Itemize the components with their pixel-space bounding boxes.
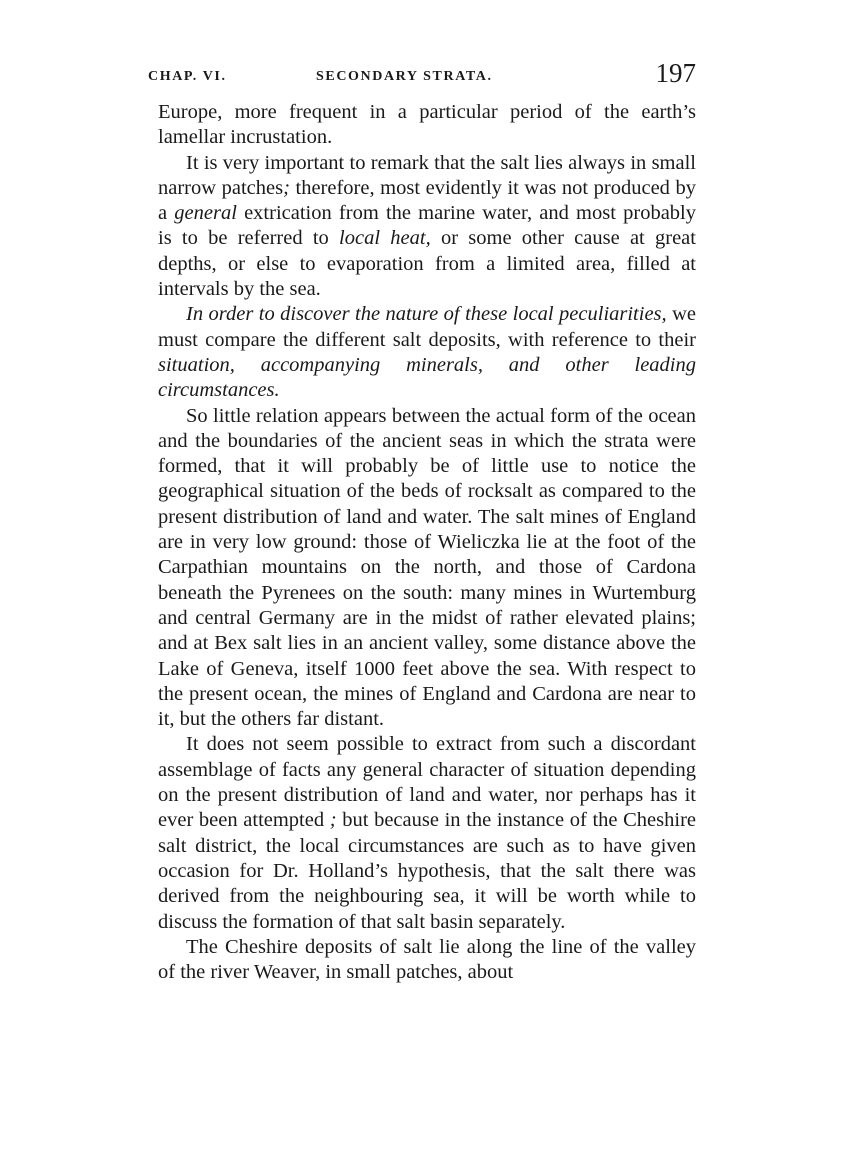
text-run: but because in the instance of the Cheshire salt district, the local circumstances are such as to have given occasion for Dr. Holland’s hypothesis, that the salt there was derived from the neighbouring sea, it will be worth while to discuss the formation of that salt basin separately. (158, 809, 697, 933)
paragraph (158, 100, 696, 151)
running-head (148, 56, 696, 100)
text-run: It does not seem possible to extract from such a discordant assemblage of facts any general character of situation depending on the present distribution of land and water, nor perhaps has it ever been attempted (158, 733, 696, 832)
text-run: The Cheshire deposits of salt lie along the line of the valley of the river Weaver, in small patches, about (158, 935, 696, 984)
body-text (158, 100, 696, 985)
italic-text: general (174, 202, 237, 225)
book-page (148, 56, 697, 985)
text-run: Europe, more frequent in a particular period of the earth’s lamellar incrustation. (158, 101, 696, 149)
text-run: extrication from the marine water, and most probably is to be referred to (158, 202, 696, 250)
text-run: we must compare the different salt deposits, with reference to their (158, 303, 696, 351)
text-run: So little relation appears between the actual form of the ocean and the boundaries of the ancient seas in which the strata were formed, that it will probably be of little use to notice the geographical situation of the beds of rocksalt as compared to the present distribution of land and water. The salt mines of England are in very low ground: those of Wieliczka lie at the foot of the Carpathian mountains on the north, and those of Cardona beneath the Pyrenees on the south: many mines in Wurtemburg and central Germany are in the midst of rather elevated plains; and at Bex salt lies in an ancient valley, some distance above the Lake of Geneva, itself 1000 feet above the sea. With respect to the present ocean, the mines of England and Cardona are near to it, but the others far distant. (158, 404, 696, 731)
paragraph (158, 404, 696, 733)
paragraph (158, 732, 696, 934)
chapter-label: CHAP. VI. (148, 69, 227, 84)
italic-text: situation, accompanying minerals, and other leading circumstances. (158, 353, 696, 402)
paragraph (158, 151, 696, 303)
text-run: therefore, most evidently it was not produced by a (158, 176, 696, 225)
paragraph (158, 935, 696, 986)
page-number: 197 (655, 58, 696, 88)
italic-text: In order to discover the nature of these local peculiarities, (186, 303, 667, 326)
text-run: It is very important to remark that the salt lies always in small narrow patches (158, 151, 696, 199)
paragraph (158, 302, 696, 403)
italic-text: local heat, (339, 227, 431, 250)
italic-text: ; (324, 809, 337, 832)
text-run: or some other cause at great depths, or else to evaporation from a limited area, filled at intervals by the sea. (158, 227, 696, 301)
italic-text: ; (283, 176, 290, 199)
running-title: SECONDARY STRATA. (316, 69, 493, 84)
